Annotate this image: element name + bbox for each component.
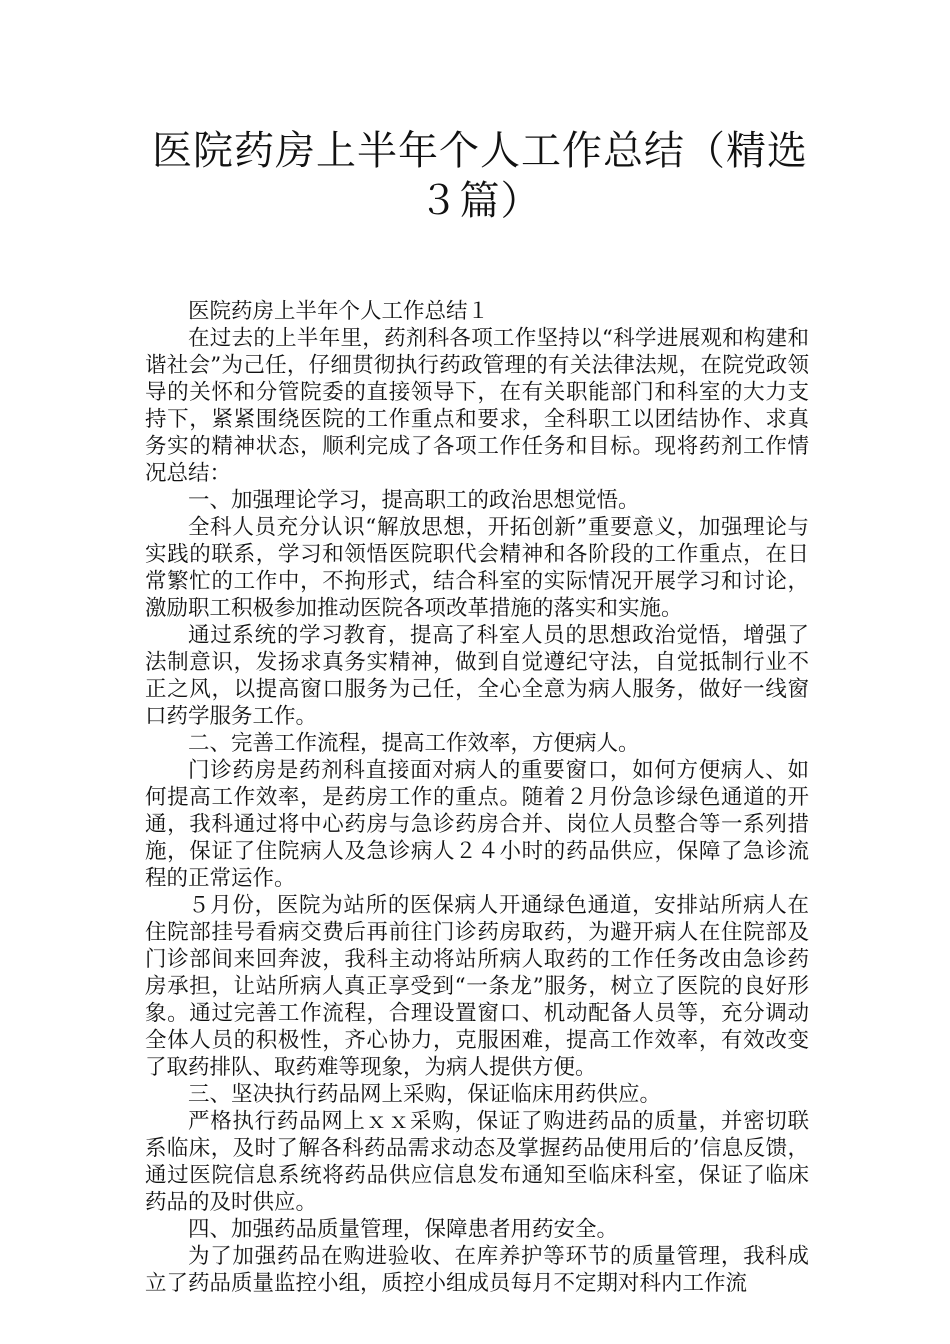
- body-paragraph: 全科人员充分认识“解放思想，开拓创新”重要意义，加强理论与实践的联系，学习和领悟医院职代会精神和各阶段的工作重点，在日常繁忙的工作中，不拘形式，结合科室的实际情况开展学习和讨论，激励职工积极参加推动医院各项改革措施的落实和实施。: [145, 515, 809, 621]
- body-paragraph: 通过系统的学习教育，提高了科室人员的思想政治觉悟，增强了法制意识，发扬求真务实精神，做到自觉遵纪守法，自觉抵制行业不正之风，以提高窗口服务为己任，全心全意为病人服务，做好一线窗口药学服务工作。: [145, 623, 809, 729]
- document-body: [145, 298, 809, 1297]
- section-heading: 医院药房上半年个人工作总结１: [188, 299, 490, 324]
- subsection-heading: 三、坚决执行药品网上采购，保证临床用药供应。: [188, 1082, 662, 1107]
- document-title: 医院药房上半年个人工作总结（精选３篇）: [152, 128, 808, 224]
- body-paragraph: 严格执行药品网上ｘｘ采购，保证了购进药品的质量，并密切联系临床，及时了解各科药品需求动态及掌握药品使用后的’信息反馈，通过医院信息系统将药品供应信息发布通知至临床科室，保证了临床药品的及时供应。: [145, 1109, 809, 1215]
- subsection-heading: 四、加强药品质量管理，保障患者用药安全。: [188, 1217, 619, 1242]
- body-paragraph: 为了加强药品在购进验收、在库养护等环节的质量管理，我科成立了药品质量监控小组，质控小组成员每月不定期对科内工作流: [145, 1244, 809, 1296]
- subsection-heading: 二、完善工作流程，提高工作效率，方便病人。: [188, 731, 640, 756]
- subsection-heading: 一、加强理论学习，提高职工的政治思想觉悟。: [188, 488, 640, 513]
- body-paragraph: 在过去的上半年里，药剂科各项工作坚持以“科学进展观和构建和谐社会”为己任，仔细贯彻执行药政管理的有关法律法规，在院党政领导的关怀和分管院委的直接领导下，在有关职能部门和科室的大力支持下，紧紧围绕医院的工作重点和要求，全科职工以团结协作、求真务实的精神状态，顺利完成了各项工作任务和目标。现将药剂工作情况总结：: [145, 326, 809, 486]
- body-paragraph: ５月份，医院为站所的医保病人开通绿色通道，安排站所病人在住院部挂号看病交费后再前往门诊药房取药，为避开病人在住院部及门诊部间来回奔波，我科主动将站所病人取药的工作任务改由急诊药房承担，让站所病人真正享受到“一条龙”服务，树立了医院的良好形象。通过完善工作流程，合理设置窗口、机动配备人员等，充分调动全体人员的积极性，齐心协力，克服困难，提高工作效率，有效改变了取药排队、取药难等现象，为病人提供方便。: [145, 893, 809, 1080]
- body-paragraph: 门诊药房是药剂科直接面对病人的重要窗口，如何方便病人、如何提高工作效率，是药房工作的重点。随着２月份急诊绿色通道的开通，我科通过将中心药房与急诊药房合并、岗位人员整合等一系列措施，保证了住院病人及急诊病人２４小时的药品供应，保障了急诊流程的正常运作。: [145, 758, 809, 891]
